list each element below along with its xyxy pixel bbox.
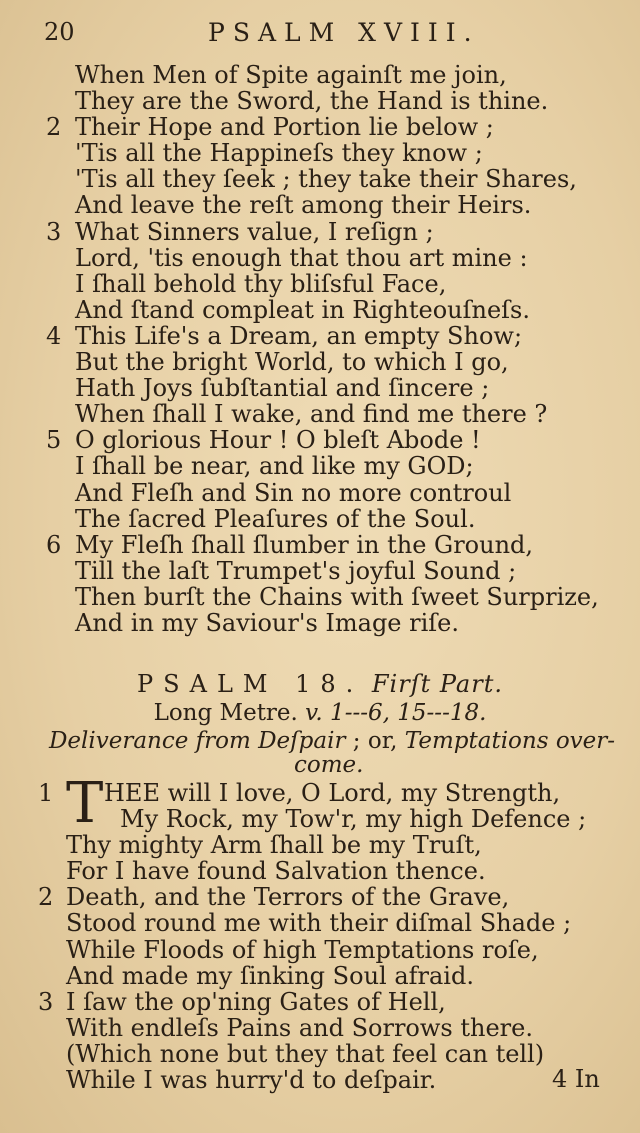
verse-line [0,192,640,218]
verse-text: And in my Saviour's Image riſe. [75,608,459,637]
verse-number: 3 [46,217,62,246]
verse-line [0,884,640,910]
verse-text: They are the Sword, the Hand is thine. [75,87,549,116]
verse-line [0,114,640,140]
psalm-theme [0,728,640,754]
verse-line [0,1041,640,1067]
verse-line [0,584,640,610]
verse-text: While I was hurry'd to deſpair. [66,1066,437,1095]
verse-line [0,427,640,453]
verse-text: And Fleſh and Sin no more controul [75,478,512,507]
verse-text: My Rock, my Tow'r, my high Defence ; [120,805,587,834]
theme-separator: ; or, [345,728,405,754]
verse-text: Stood round me with their diſmal Shade ; [66,909,572,938]
theme-part-a: Deliverance from Deſpair [48,728,346,754]
verse-text: 'Tis all they ſeek ; they take their Shares, [75,165,577,194]
psalm-18-text [0,771,640,1095]
verse-text: And made my ſinking Soul afraid. [66,961,474,990]
verse-line [0,297,640,323]
verse-text: My Fleſh ſhall ſlumber in the Ground, [75,530,534,559]
verse-line [0,1015,640,1041]
theme-continuation: come. [294,752,364,778]
verse-text: When ſhall I wake, and find me there ? [75,400,548,429]
verse-number: 2 [46,113,62,142]
verse-line [0,858,640,884]
verse-text: I ſhall behold thy bliſsful Face, [75,269,447,298]
page-number: 20 [44,18,75,46]
verse-text: O glorious Hour ! O bleſt Abode ! [75,426,481,455]
verse-number: 6 [46,530,62,559]
running-title: PSALM XVIII. [208,18,480,47]
verse-line [0,480,640,506]
metre-line [0,700,640,726]
verse-text: For I have found Salvation thence. [66,857,486,886]
verse-text: Till the laſt Trumpet's joyful Sound ; [75,556,517,585]
verse-text: I ſaw the op'ning Gates of Hell, [66,987,446,1016]
verse-number: 4 [46,321,62,350]
verse-range: v. 1---6, 15---18. [305,700,487,726]
verse-text: Their Hope and Portion lie below ; [75,113,494,142]
verse-text: Lord, 'tis enough that thou art mine : [75,243,528,272]
verse-text: 'Tis all the Happineſs they know ; [75,139,483,168]
verse-line [0,245,640,271]
verse-line [0,780,640,806]
verse-line [0,937,640,963]
verse-number: 5 [46,426,62,455]
verse-line [0,1067,640,1093]
verse-text: I ſhall be near, and like my GOD; [75,452,474,481]
verse-line [0,989,640,1015]
verse-text: HEE will I love, O Lord, my Strength, [104,779,561,807]
theme-part-b: Temptations over- [404,728,616,754]
verse-text: Hath Joys ſubſtantial and ſincere ; [75,374,490,403]
verse-line [0,375,640,401]
verse-line [0,323,640,349]
verse-line [0,910,640,936]
catchword: 4 In [552,1065,600,1093]
verse-number: 2 [38,883,54,912]
psalm-title: PSALM 18. [137,670,364,698]
verse-line [0,963,640,989]
verse-text: Thy mighty Arm ſhall be my Truſt, [66,831,482,860]
verse-text: But the bright World, to which I go, [75,348,509,377]
verse-text: While Floods of high Temptations roſe, [66,935,539,964]
verse-text: With endleſs Pains and Sorrows there. [66,1013,533,1042]
verse-line [0,349,640,375]
verse-text: Then burſt the Chains with ſweet Surprize, [75,582,599,611]
verse-text: Death, and the Terrors of the Grave, [66,883,510,912]
verse-line [0,610,640,636]
verse-text: And ſtand compleat in Righteouſneſs. [75,295,530,324]
drop-cap: T [66,771,104,836]
verse-text: This Life's a Dream, an empty Show; [75,321,523,350]
verse-line [0,506,640,532]
verse-line [0,140,640,166]
verse-line [0,558,640,584]
psalm-part: Firſt Part. [371,670,503,698]
verse-text: The ſacred Pleaſures of the Soul. [75,504,476,533]
psalm-part-text [0,62,640,636]
verse-line [0,806,640,832]
verse-number: 3 [38,987,54,1016]
verse-number: 1 [38,779,54,807]
verse-text: When Men of Spite againſt me join, [75,61,507,89]
verse-text: And leave the reſt among their Heirs. [75,191,532,220]
verse-line [0,166,640,192]
verse-line [0,219,640,245]
verse-line [0,88,640,114]
verse-line [0,453,640,479]
verse-line [0,532,640,558]
page-header [0,18,640,50]
psalm-heading [0,670,640,698]
metre-label: Long Metre. [153,700,298,726]
verse-line [0,271,640,297]
verse-line [0,62,640,88]
verse-line [0,401,640,427]
verse-line [0,832,640,858]
verse-text: What Sinners value, I reſign ; [75,217,434,246]
verse-text: (Which none but they that feel can tell) [66,1039,545,1068]
